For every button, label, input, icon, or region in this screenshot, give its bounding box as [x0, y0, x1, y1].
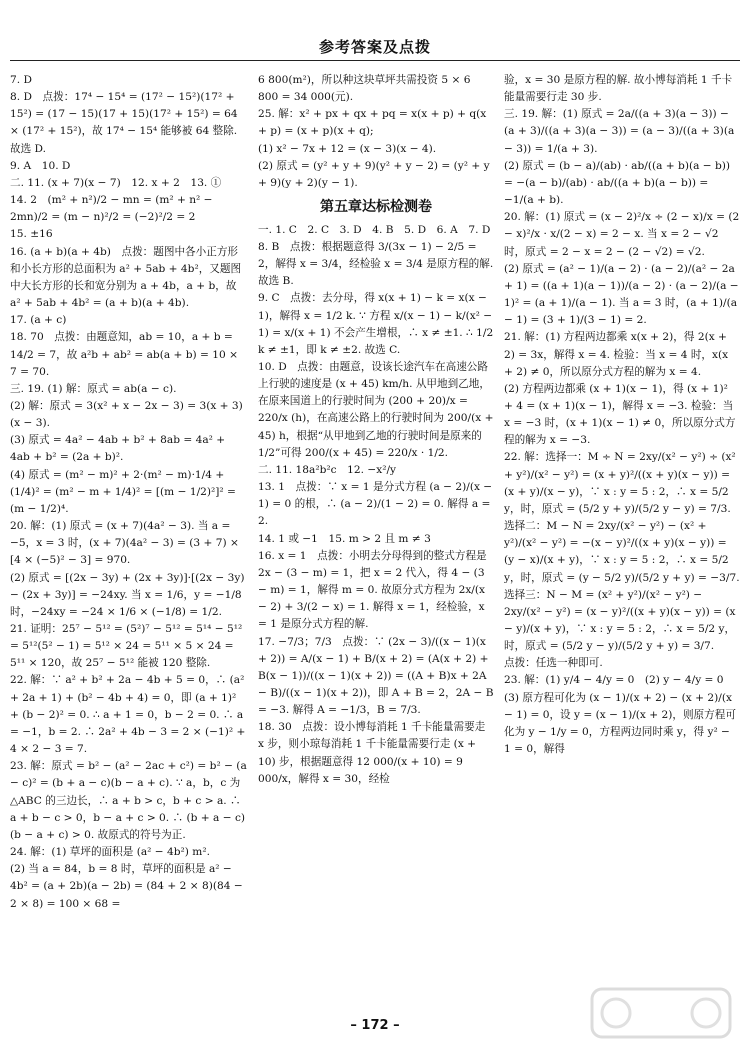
answer-item: (4) 原式 = (m² − m)² + 2·(m² − m)·1/4 + (1/4)² = (m² − m + 1/4)² = [(m − 1/2)²]² = (m − 1/2)⁴.: [10, 468, 236, 515]
answer-item: 18. 70 点拨：由题意知，ab = 10，a + b = 14/2 = 7，故 a²b + ab² = ab(a + b) = 10 × 7 = 70.: [10, 331, 239, 378]
answer-item: 验，x = 30 是原方程的解. 故小博每消耗 1 千卡能量需要行走 30 步.: [504, 74, 733, 104]
answer-item: 23. 解：原式 = b² − (a² − 2ac + c²) = b² − (a − c)² = (b + a − c)(b − a + c). ∵ a，b，c 为 △ABC 的三边长，∴ a + b > c，b + c > a. ∴ a + b − c > 0，b − a + c > 0. ∴ (b + a − c)(b − a + c) > 0. 故原式的符号为正.: [10, 760, 247, 841]
answer-item: 14. 1 或 −1 15. m > 2 且 m ≠ 3: [258, 532, 431, 545]
answer-item: (2) 原式 = (b − a)/(ab) · ab/((a + b)(a − b)) = −(a − b)/(ab) · ab/((a + b)(a − b)) = −1/(a + b).: [504, 159, 731, 207]
answer-item: (2) 解：原式 = 3(x² + x − 2x − 3) = 3(x + 3)(x − 3).: [10, 399, 243, 430]
answer-item: 16. (a + b)(a + 4b) 点拨：题图中各小正方形和小长方形的总面积为 a² + 5ab + 4b²，又题图中大长方形的长和宽分别为 a + 4b，a + b，故 a² + 5ab + 4b² = (a + b)(a + 4b).: [10, 245, 242, 310]
answer-item: (2) 方程两边都乘 (x + 1)(x − 1)，得 (x + 1)² + 4 = (x + 1)(x − 1)，解得 x = −3. 检验：当 x = −3 时，(x + 1)(x − 1) ≠ 0，所以原分式方程的解为 x = −3.: [504, 382, 736, 447]
answer-item: 14. 2 (m² + n²)/2 − mn = (m² + n² − 2mn)/2 = (m − n)²/2 = (−2)²/2 = 2: [10, 194, 213, 224]
answer-item: 20. 解：(1) 原式 = (x + 7)(4a² − 3). 当 a = −5，x = 3 时，(x + 7)(4a² − 3) = (3 + 7) × [4 × (−5)² − 3] = 970.: [10, 520, 239, 567]
answer-column-right: [504, 72, 740, 1005]
page-header: [0, 0, 750, 64]
answer-item: (2) 原式 = (a² − 1)/(a − 2) · (a − 2)/(a² − 2a + 1) = ((a + 1)(a − 1))/(a − 2) · (a − 2)/(a − 1)² = (a + 1)/(a − 1). 当 a = 3 时，(a + 1)/(a − 1) = (3 + 1)/(3 − 1) = 2.: [504, 262, 739, 327]
answer-item: (2) 原式 = (y² + y + 9)(y² + y − 2) = (y² + y + 9)(y + 2)(y − 1).: [258, 159, 490, 189]
answer-item: 9. A 10. D: [10, 159, 71, 172]
watermark-logo-icon: [586, 983, 736, 1043]
header-title: 参考答案及点拨: [318, 38, 431, 56]
chapter-title: 第五章达标检测卷: [320, 199, 432, 216]
answer-item: 10. D 点拨：由题意，设该长途汽车在高速公路上行驶的速度是 (x + 45) km/h. 从甲地到乙地，在原来国道上的行驶时间为 (200 + 20)/x = 220/x (h)，在高速公路上的行驶时间为 200/(x + 45) h，根据“从甲地到乙地的行驶时间是原来的 1/2”可得 200/(x + 45) = 220/x · 1/2.: [258, 361, 494, 459]
answer-item: 20. 解：(1) 原式 = (x − 2)²/x ÷ (2 − x)/x = (2 − x)²/x · x/(2 − x) = 2 − x. 当 x = 2 − √2 时，原式 = 2 − x = 2 − (2 − √2) = √2.: [504, 211, 740, 258]
answer-item: 21. 证明：25⁷ − 5¹² = (5²)⁷ − 5¹² = 5¹⁴ − 5¹² = 5¹²(5² − 1) = 5¹² × 24 = 5¹¹ × 5 × 24 = 5¹¹ × 120，故 25⁷ − 5¹² 能被 120 整除.: [10, 623, 243, 670]
answer-item: 二. 11. 18a²b²c 12. −x²/y: [258, 463, 397, 476]
answer-item: 16. x = 1 点拨：小明去分母得到的整式方程是 2x − (3 − m) = 1，把 x = 2 代入，得 4 − (3 − m) = 1，解得 m = 0. 故原分式方程为 2x/(x − 2) + 3/(2 − x) = 1. 解得 x = 1，经检验，x = 1 是原分式方程的解.: [258, 549, 487, 631]
answer-item: 13. 1 点拨：∵ x = 1 是分式方程 (a − 2)/(x − 1) = 0 的根，∴ (a − 2)/(1 − 2) = 0. 解得 a = 2.: [258, 481, 493, 528]
answer-item: 6 800(m²)，所以种这块草坪共需投资 5 × 6 800 = 34 000(元).: [258, 74, 471, 104]
answer-item: (3) 原式 = 4a² − 4ab + b² + 8ab = 4a² + 4ab + b² = (2a + b)².: [10, 434, 226, 464]
answer-item: (2) 当 a = 84，b = 8 时，草坪的面积是 a² − 4b² = (a + 2b)(a − 2b) = (84 + 2 × 8)(84 − 2 × 8) = 100 × 68 =: [10, 863, 243, 910]
answer-item: 25. 解：x² + px + qx + pq = x(x + p) + q(x + p) = (x + p)(x + q);: [258, 108, 487, 138]
answer-item: 一. 1. C 2. C 3. D 4. B 5. D 6. A 7. D: [258, 223, 491, 236]
answer-item: 17. (a + c): [10, 314, 67, 327]
answer-item: 22. 解：∵ a² + b² + 2a − 4b + 5 = 0，∴ (a² + 2a + 1) + (b² − 4b + 4) = 0，即 (a + 1)² + (b − 2)² = 0. ∴ a + 1 = 0，b − 2 = 0. ∴ a = −1，b = 2. ∴ 2a² + 4b − 3 = 2 × (−1)² + 4 × 2 − 3 = 7.: [10, 674, 246, 756]
middle-column-bottom: [258, 222, 494, 788]
middle-column-top: [258, 72, 494, 192]
answer-item: (2) 原式 = [(2x − 3y) + (2x + 3y)]·[(2x − 3y) − (2x + 3y)] = −24xy. 当 x = 1/6，y = −1/8 时，−24xy = −24 × 1/6 × (−1/8) = 1/2.: [10, 571, 245, 618]
answer-item: 点拨：任选一种即可.: [504, 657, 603, 670]
answer-item: 17. −7/3；7/3 点拨：∵ (2x − 3)/((x − 1)(x + 2)) = A/(x − 1) + B/(x + 2) = (A(x + 2) + B(x − 1))/((x − 1)(x + 2)) = ((A + B)x + 2A − B)/((x − 1)(x + 2))，即 A + B = 2，2A − B = −3. 解得 A = −1/3，B = 7/3.: [258, 635, 494, 717]
answer-column-left: [10, 72, 248, 1005]
answer-column-middle: [258, 72, 494, 1005]
answer-item: (3) 原方程可化为 (x − 1)/(x + 2) − (x + 2)/(x − 1) = 0，设 y = (x − 1)/(x + 2)，则原方程可化为 y − 1/y = 0，方程两边同时乘 y，得 y² − 1 = 0，解得: [504, 691, 736, 756]
answer-item: 选择三：N − M = (x² + y²)/(x² − y²) − 2xy/(x² − y²) = (x − y)²/((x + y)(x − y)) = (x − y)/(x + y)，∵ x : y = 5 : 2，∴ x = 5/2 y，时，原式 = (5/2 y − y)/(5/2 y + y) = 3/7.: [504, 588, 736, 653]
answer-item: 选择二：M − N = 2xy/(x² − y²) − (x² + y²)/(x² − y²) = −(x − y)²/((x + y)(x − y)) = (y − x)/(x + y)，∵ x : y = 5 : 2，∴ x = 5/2 y，时，原式 = (y − 5/2 y)/(5/2 y + y) = −3/7.: [504, 520, 740, 584]
answer-item: 9. C 点拨：去分母，得 x(x + 1) − k = x(x − 1)，解得 x = 1/2 k. ∵ 方程 x/(x − 1) − k/(x² − 1) = x/(x + 1) 不会产生增根，∴ x ≠ ±1. ∴ 1/2 k ≠ ±1，即 k ≠ ±2. 故选 C.: [258, 292, 494, 356]
answer-item: 15. ±16: [10, 228, 53, 241]
header-rule: [10, 60, 740, 61]
answer-item: 8. D 点拨：17⁴ − 15⁴ = (17² − 15²)(17² + 15²) = (17 − 15)(17 + 15)(17² + 15²) = 64 × (17² + 15²)，故 17⁴ − 15⁴ 能够被 64 整除. 故选 D.: [10, 91, 238, 155]
answer-item: 7. D: [10, 74, 32, 86]
answer-item: 18. 30 点拨：设小博每消耗 1 千卡能量需要走 x 步，则小琼每消耗 1 千卡能量需要行走 (x + 10) 步，根据题意得 12 000/(x + 10) = 9 000/x，解得 x = 30，经检: [258, 721, 486, 785]
answer-item: 22. 解：选择一：M ÷ N = 2xy/(x² − y²) ÷ (x² + y²)/(x² − y²) = (x + y)²/((x + y)(x − y)) = (x + y)/(x − y)，∵ x : y = 5 : 2，∴ x = 5/2 y，时，原式 = (5/2 y + y)/(5/2 y − y) = 7/3.: [504, 451, 736, 515]
answer-item: 24. 解：(1) 草坪的面积是 (a² − 4b²) m².: [10, 846, 210, 859]
answer-item: (1) x² − 7x + 12 = (x − 3)(x − 4).: [258, 142, 437, 155]
answer-item: 二. 11. (x + 7)(x − 7) 12. x + 2 13. ①: [10, 176, 222, 189]
answer-item: 8. B 点拨：根据题意得 3/(3x − 1) − 2/5 = 2，解得 x = 3/4，经检验 x = 3/4 是原方程的解. 故选 B.: [258, 240, 494, 288]
answer-item: 三. 19. (1) 解：原式 = ab(a − c).: [10, 382, 177, 395]
answer-item: 三. 19. 解：(1) 原式 = 2a/((a + 3)(a − 3)) − (a + 3)/((a + 3)(a − 3)) = (a − 3)/((a + 3)(a − 3)) = 1/(a + 3).: [504, 108, 735, 155]
page-number: – 172 –: [350, 1018, 400, 1033]
answer-item: 21. 解：(1) 方程两边都乘 x(x + 2)，得 2(x + 2) = 3x，解得 x = 4. 检验：当 x = 4 时，x(x + 2) ≠ 0，所以原分式方程的解为 x = 4.: [504, 331, 729, 378]
answer-item: 23. 解：(1) y/4 − 4/y = 0 (2) y − 4/y = 0: [504, 674, 724, 687]
